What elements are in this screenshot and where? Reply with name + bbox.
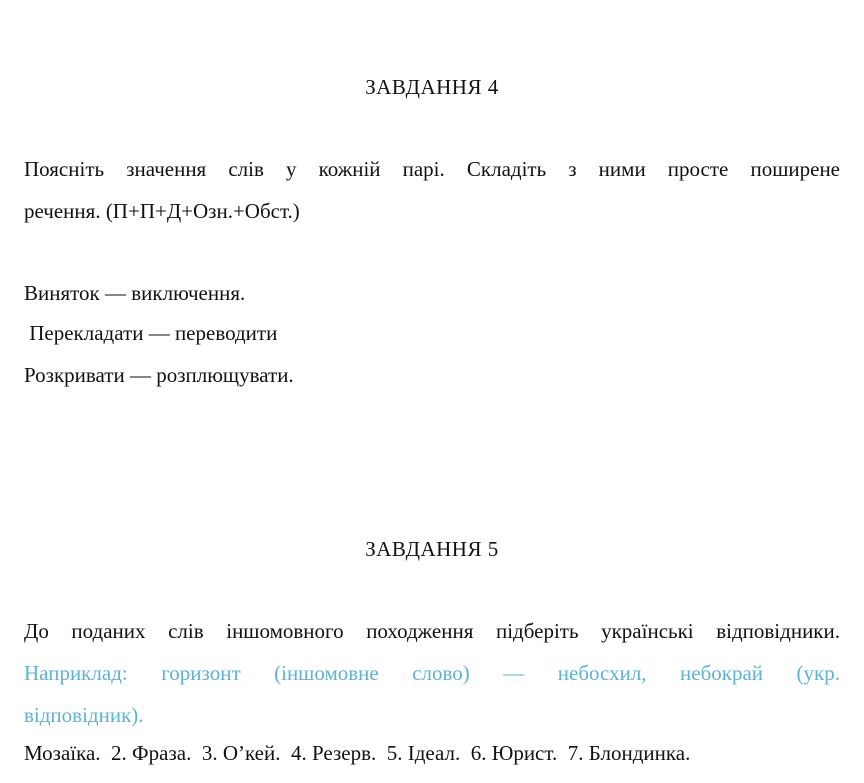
- task4-title: ЗАВДАННЯ 4: [365, 75, 499, 99]
- task4-pair-1: Виняток — виключення.: [24, 281, 246, 305]
- task4-instruction: [24, 148, 840, 232]
- task5-word-list: Мозаїка. 2. Фраза. 3. О’кей. 4. Резерв. 5. Ідеал. 6. Юрист. 7. Блондинка.: [24, 741, 691, 765]
- task4-pair-3: Розкривати — розплющувати.: [24, 363, 294, 387]
- task5-example-line2: відповідник).: [24, 703, 144, 727]
- task5-title: ЗАВДАННЯ 5: [365, 537, 499, 561]
- task4-instruction-line2: речення. (П+П+Д+Озн.+Обст.): [24, 199, 300, 223]
- task5-body: [24, 610, 840, 736]
- task5-example-line1: Наприклад: горизонт (іншомовне слово) — небосхил, небокрай (укр.: [24, 661, 840, 685]
- task4-pair-2: Перекладати — переводити: [24, 321, 278, 345]
- task4-instruction-line1: Поясніть значення слів у кожній парі. Складіть з ними просте поширене: [24, 157, 840, 181]
- task5-instruction: До поданих слів іншомовного походження підберіть українські відповідники.: [24, 619, 840, 643]
